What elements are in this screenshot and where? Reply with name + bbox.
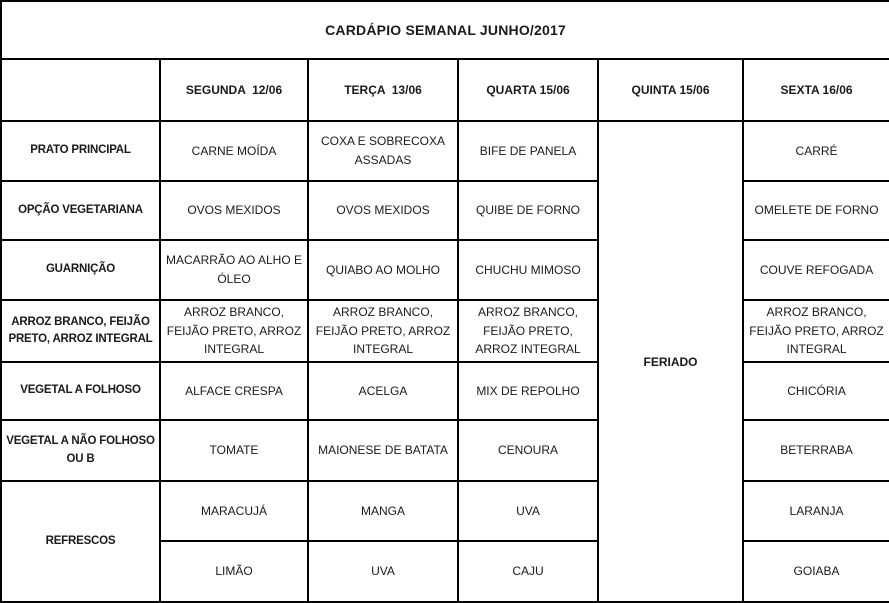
menu-cell: MACARRÃO AO ALHO E ÓLEO <box>160 240 308 300</box>
menu-cell: CARRÉ <box>743 121 889 181</box>
table-row <box>1 181 889 240</box>
menu-cell: ARROZ BRANCO, FEIJÃO PRETO, ARROZ INTEGRAL <box>458 300 598 362</box>
menu-cell: ALFACE CRESPA <box>160 362 308 420</box>
menu-cell: UVA <box>308 541 458 602</box>
menu-cell: CHUCHU MIMOSO <box>458 240 598 300</box>
table-row <box>1 240 889 300</box>
menu-cell: MANGA <box>308 481 458 541</box>
menu-cell: BETERRABA <box>743 420 889 481</box>
menu-cell: ARROZ BRANCO, FEIJÃO PRETO, ARROZ INTEGRAL <box>743 300 889 362</box>
menu-cell: OVOS MEXIDOS <box>308 181 458 240</box>
menu-cell: QUIBE DE FORNO <box>458 181 598 240</box>
day-header-quarta: QUARTA 15/06 <box>458 59 598 121</box>
menu-cell: CARNE MOÍDA <box>160 121 308 181</box>
menu-cell: MAIONESE DE BATATA <box>308 420 458 481</box>
table-row <box>1 300 889 362</box>
day-header-sexta: SEXTA 16/06 <box>743 59 889 121</box>
menu-cell: LIMÃO <box>160 541 308 602</box>
menu-cell: ARROZ BRANCO, FEIJÃO PRETO, ARROZ INTEGRAL <box>308 300 458 362</box>
category-label-arroz-feijao: ARROZ BRANCO, FEIJÃO PRETO, ARROZ INTEGRAL <box>1 300 160 362</box>
menu-cell: UVA <box>458 481 598 541</box>
menu-cell: COXA E SOBRECOXA ASSADAS <box>308 121 458 181</box>
menu-cell: CENOURA <box>458 420 598 481</box>
menu-cell: ARROZ BRANCO, FEIJÃO PRETO, ARROZ INTEGRAL <box>160 300 308 362</box>
category-label-opcao-vegetariana: OPÇÃO VEGETARIANA <box>1 181 160 240</box>
table-title: CARDÁPIO SEMANAL JUNHO/2017 <box>1 1 889 59</box>
menu-cell: LARANJA <box>743 481 889 541</box>
table-row <box>1 481 889 541</box>
menu-cell: OMELETE DE FORNO <box>743 181 889 240</box>
table-row <box>1 420 889 481</box>
menu-cell: MARACUJÁ <box>160 481 308 541</box>
category-label-refrescos: REFRESCOS <box>1 481 160 602</box>
menu-cell: OVOS MEXIDOS <box>160 181 308 240</box>
corner-header <box>1 59 160 121</box>
category-label-vegetal-folhoso: VEGETAL A FOLHOSO <box>1 362 160 420</box>
menu-cell: ACELGA <box>308 362 458 420</box>
day-header-segunda: SEGUNDA 12/06 <box>160 59 308 121</box>
category-label-prato-principal: PRATO PRINCIPAL <box>1 121 160 181</box>
table-row <box>1 121 889 181</box>
menu-cell: CAJU <box>458 541 598 602</box>
category-label-vegetal-nao-folhoso: VEGETAL A NÃO FOLHOSO OU B <box>1 420 160 481</box>
menu-cell: CHICÓRIA <box>743 362 889 420</box>
menu-cell: COUVE REFOGADA <box>743 240 889 300</box>
table-row <box>1 362 889 420</box>
holiday-cell: FERIADO <box>598 121 743 602</box>
menu-cell: GOIABA <box>743 541 889 602</box>
menu-cell: MIX DE REPOLHO <box>458 362 598 420</box>
day-header-terca: TERÇA 13/06 <box>308 59 458 121</box>
menu-cell: TOMATE <box>160 420 308 481</box>
menu-cell: BIFE DE PANELA <box>458 121 598 181</box>
category-label-guarnicao: GUARNIÇÃO <box>1 240 160 300</box>
menu-cell: QUIABO AO MOLHO <box>308 240 458 300</box>
day-header-quinta: QUINTA 15/06 <box>598 59 743 121</box>
